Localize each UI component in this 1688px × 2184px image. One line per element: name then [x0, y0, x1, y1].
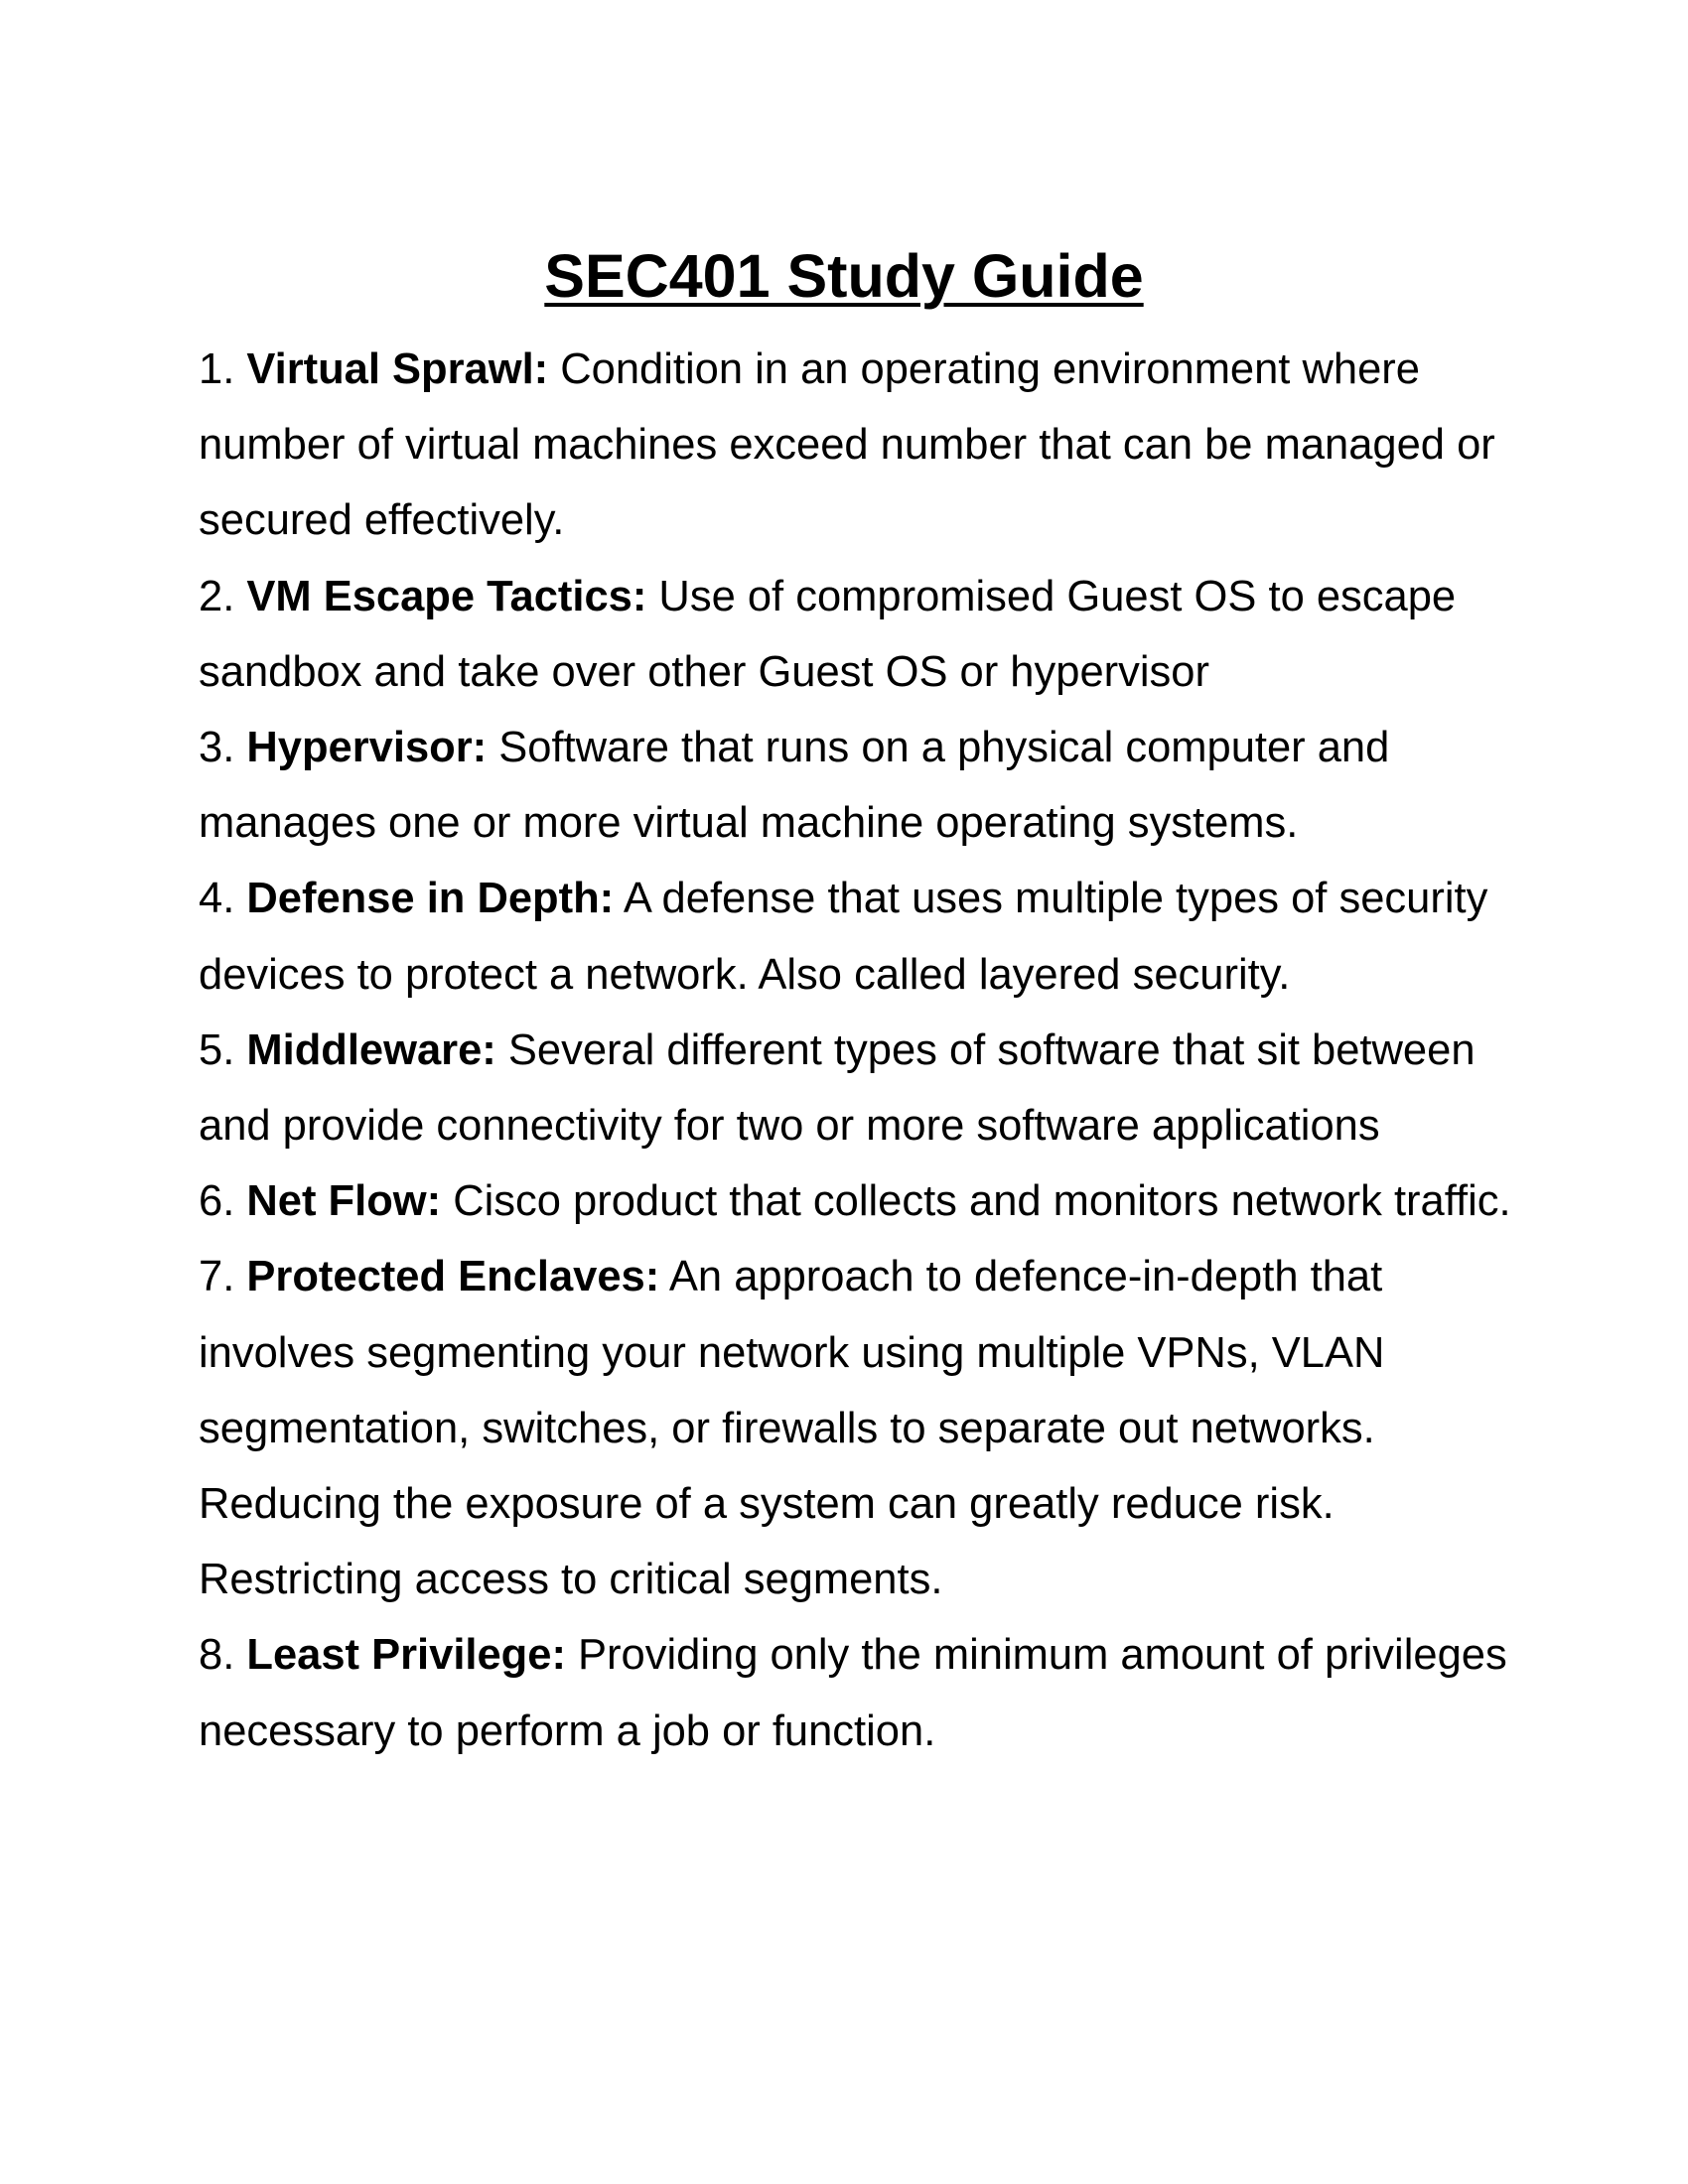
- term-name: VM Escape Tactics:: [246, 572, 647, 620]
- term-name: Defense in Depth:: [246, 875, 615, 923]
- term-name: Net Flow:: [246, 1177, 442, 1226]
- glossary-item: [199, 1239, 1529, 1617]
- term-name: Virtual Sprawl:: [246, 345, 549, 393]
- term-definition: An approach to defence-in-depth that involves segmenting your network using multiple VPNs, VLAN segmentation, switches, or firewalls to separate out networks. Reducing the exposure of a system can greatly reduce risk. Restricting access to critical segments.: [199, 1253, 1385, 1604]
- term-definition: Cisco product that collects and monitors network traffic.: [453, 1177, 1511, 1226]
- glossary-list: [199, 332, 1529, 1769]
- term-definition: Condition in an operating environment where number of virtual machines exceed number that can be managed or secured effectively.: [199, 345, 1495, 545]
- page-title: SEC401 Study Guide: [544, 242, 1144, 310]
- glossary-item: [199, 332, 1529, 559]
- glossary-item: [199, 559, 1529, 710]
- term-number: 6.: [199, 1177, 235, 1226]
- term-number: 7.: [199, 1253, 235, 1301]
- term-number: 8.: [199, 1631, 235, 1680]
- term-number: 5.: [199, 1025, 235, 1074]
- term-definition: Providing only the minimum amount of privileges necessary to perform a job or function.: [199, 1631, 1507, 1755]
- term-definition: Software that runs on a physical computer and manages one or more virtual machine operating systems.: [199, 724, 1390, 848]
- term-definition: A defense that uses multiple types of security devices to protect a network. Also called layered security.: [199, 875, 1488, 999]
- glossary-item: [199, 861, 1529, 1012]
- term-definition: Use of compromised Guest OS to escape sandbox and take over other Guest OS or hypervisor: [199, 572, 1457, 696]
- glossary-item: [199, 1163, 1529, 1239]
- glossary-item: [199, 1013, 1529, 1163]
- glossary-item: [199, 1617, 1529, 1768]
- glossary-item: [199, 710, 1529, 861]
- term-number: 2.: [199, 572, 235, 620]
- term-name: Protected Enclaves:: [246, 1253, 660, 1301]
- term-definition: Several different types of software that sit between and provide connectivity for two or more software applications: [199, 1025, 1476, 1151]
- term-name: Hypervisor:: [246, 724, 488, 772]
- term-number: 3.: [199, 724, 235, 772]
- term-number: 1.: [199, 345, 235, 393]
- term-name: Middleware:: [246, 1025, 496, 1074]
- term-number: 4.: [199, 875, 235, 923]
- term-name: Least Privilege:: [246, 1631, 566, 1680]
